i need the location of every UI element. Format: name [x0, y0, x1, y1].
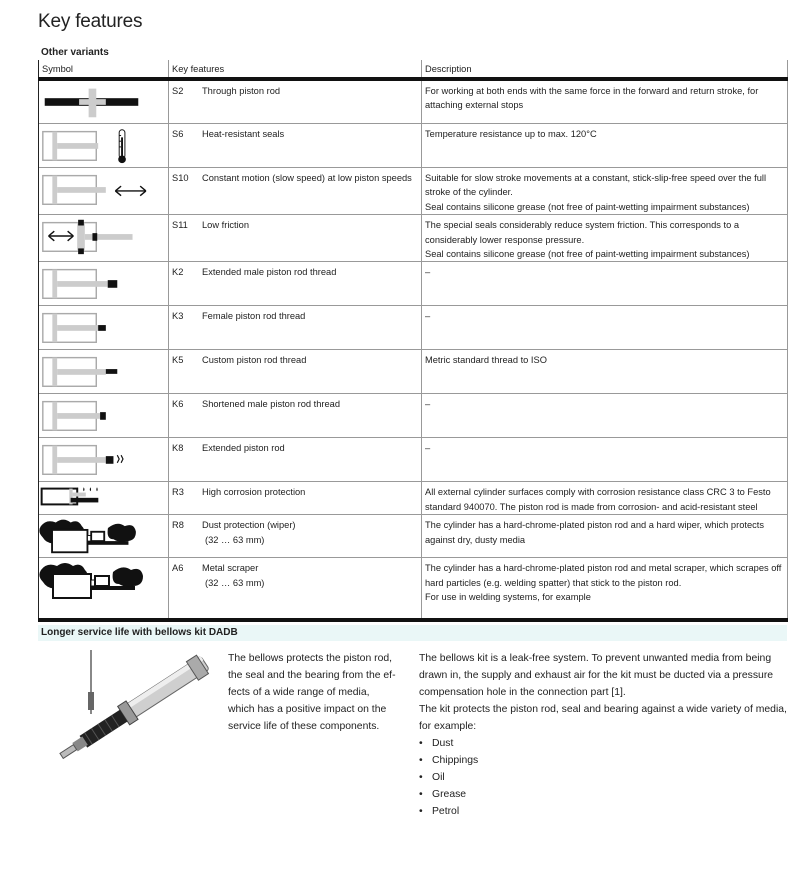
variant-code: R8	[172, 520, 184, 531]
symbol-cell	[39, 262, 169, 306]
description-cell	[422, 79, 788, 124]
table-row	[39, 394, 788, 438]
description-cell	[422, 215, 788, 262]
variant-code: S6	[172, 129, 184, 139]
media-list-item: • Oil	[419, 769, 787, 786]
table-header-row	[39, 60, 788, 79]
feature-cell	[169, 262, 422, 306]
description-cell	[422, 515, 788, 558]
feature-cell	[169, 168, 422, 215]
extended-rod-symbol	[39, 438, 167, 480]
table-row	[39, 262, 788, 306]
symbol-cell	[39, 124, 169, 168]
dust-wiper-symbol	[39, 515, 167, 556]
column-header-symbol: Symbol	[39, 60, 169, 79]
description-text: Seal contains silicone grease (not free of paint-wetting impairment substances)	[425, 249, 750, 260]
media-list-item: • Grease	[419, 786, 787, 803]
feature-name: Extended male piston rod thread	[202, 267, 337, 278]
feature-cell	[169, 350, 422, 394]
feature-name: Low friction	[202, 220, 250, 231]
description-cell	[422, 124, 788, 168]
variant-code: K3	[172, 311, 184, 322]
low-friction-symbol	[39, 215, 167, 257]
column-header-description: Description	[422, 60, 788, 79]
description-text: The cylinder has a hard-chrome-plated piston rod and metal scraper, which scrapes off hard particles (e.g. welding spatter) that stick to the piston rod.	[425, 563, 782, 588]
symbol-cell	[39, 350, 169, 394]
symbol-cell	[39, 515, 169, 558]
feature-name: Metal scraper	[202, 563, 259, 574]
feature-cell	[169, 215, 422, 262]
symbol-cell	[39, 394, 169, 438]
media-list	[419, 735, 787, 820]
table-row	[39, 124, 788, 168]
through-rod-symbol	[39, 81, 167, 123]
feature-name: Custom piston rod thread	[202, 355, 307, 366]
table-row	[39, 438, 788, 482]
media-list-item: • Petrol	[419, 803, 787, 820]
description-cell	[422, 558, 788, 620]
media-list-item: • Chippings	[419, 752, 787, 769]
page-title: Key features	[38, 11, 143, 32]
description-text: Seal contains silicone grease (not free of paint-wetting impairment substances)	[425, 201, 750, 212]
variant-code: K5	[172, 355, 184, 366]
symbol-cell	[39, 306, 169, 350]
variant-code: K6	[172, 399, 184, 410]
feature-name: Extended piston rod	[202, 443, 285, 454]
feature-cell	[169, 394, 422, 438]
symbol-cell	[39, 215, 169, 262]
symbol-cell	[39, 482, 169, 515]
table-row	[39, 558, 788, 620]
metal-scraper-symbol	[39, 558, 167, 602]
variants-table-section	[38, 44, 787, 622]
section-title-other-variants: Other variants	[41, 47, 109, 58]
description-text: –	[425, 311, 431, 322]
table-row	[39, 515, 788, 558]
feature-cell	[169, 438, 422, 482]
feature-cell	[169, 79, 422, 124]
description-cell	[422, 306, 788, 350]
table-row	[39, 168, 788, 215]
symbol-cell	[39, 558, 169, 620]
table-row	[39, 79, 788, 124]
column-header-features: Key features	[169, 60, 422, 79]
media-list-item: • Dust	[419, 735, 787, 752]
description-cell	[422, 394, 788, 438]
variant-code: R3	[172, 487, 184, 498]
description-text: The cylinder has a hard-chrome-plated piston rod and a hard wiper, which protects against dry, dusty media	[425, 520, 765, 545]
symbol-cell	[39, 168, 169, 215]
description-cell	[422, 168, 788, 215]
custom-thread-symbol	[39, 350, 167, 392]
description-text: –	[425, 267, 431, 278]
description-text: –	[425, 399, 431, 410]
description-text: Metric standard thread to ISO	[425, 355, 547, 366]
bellows-details	[419, 650, 787, 820]
bellows-paragraph-1: The bellows kit is a leak-free system. To prevent unwanted media from being drawn in, the supply and exhaust air for the kit must be ducted via a pressure compensation hole in the connection part [1].	[419, 653, 774, 698]
symbol-cell	[39, 438, 169, 482]
description-text: For working at both ends with the same force in the forward and return stroke, for attaching external stops	[425, 86, 759, 111]
feature-size-range: (32 … 63 mm)	[205, 534, 265, 545]
variant-code: K2	[172, 267, 184, 278]
slow-speed-symbol	[39, 168, 167, 210]
feature-name: Female piston rod thread	[202, 311, 306, 322]
feature-cell	[169, 124, 422, 168]
feature-name: Dust protection (wiper)	[202, 520, 296, 531]
table-row	[39, 306, 788, 350]
table-row	[39, 215, 788, 262]
description-cell	[422, 438, 788, 482]
bellows-paragraph-2: The kit protects the piston rod, seal and bearing against a wide variety of media, for example:	[419, 704, 787, 732]
description-text: Suitable for slow stroke movements at a constant, stick-slip-free speed over the full stroke of the cylinder.	[425, 173, 767, 198]
table-row	[39, 482, 788, 515]
table-row	[39, 350, 788, 394]
feature-cell	[169, 482, 422, 515]
feature-cell	[169, 306, 422, 350]
bellows-intro-text: The bellows protects the piston rod, the seal and the bearing from the effects of a wide range of media, which has a positive impact on the service life of these components.	[228, 653, 396, 732]
bellows-cylinder-image	[34, 648, 224, 765]
feature-name: Shortened male piston rod thread	[202, 399, 340, 410]
description-cell	[422, 350, 788, 394]
symbol-cell	[39, 79, 169, 124]
variant-code: S10	[172, 173, 189, 183]
feature-cell	[169, 558, 422, 620]
description-text: All external cylinder surfaces comply with corrosion resistance class CRC 3 to Festo standard 940070. The piston rod is made from corrosion- and acid-resistant steel	[425, 487, 771, 512]
variant-code: K8	[172, 443, 184, 454]
feature-size-range: (32 … 63 mm)	[205, 577, 265, 588]
variants-table	[38, 60, 788, 622]
feature-name: High corrosion protection	[202, 487, 306, 498]
feature-name: Heat-resistant seals	[202, 129, 285, 139]
thermometer-symbol	[39, 124, 167, 166]
shortened-thread-symbol	[39, 394, 167, 436]
feature-name: Constant motion (slow speed) at low piston speeds	[202, 173, 412, 183]
variant-code: A6	[172, 563, 184, 574]
description-cell	[422, 482, 788, 515]
variant-code: S2	[172, 86, 184, 96]
bellows-section-title: Longer service life with bellows kit DADB	[41, 627, 238, 638]
feature-cell	[169, 515, 422, 558]
feature-name: Through piston rod	[202, 86, 281, 96]
description-text: For use in welding systems, for example	[425, 592, 591, 603]
female-thread-symbol	[39, 306, 167, 348]
corrosion-symbol	[39, 482, 167, 511]
bellows-section-header	[38, 625, 787, 641]
description-text: –	[425, 443, 431, 454]
extended-male-thread-symbol	[39, 262, 167, 304]
variant-code: S11	[172, 220, 188, 231]
description-text: The special seals considerably reduce system friction. This corresponds to a considerably lower response pressure.	[425, 220, 740, 245]
description-cell	[422, 262, 788, 306]
description-text: Temperature resistance up to max. 120°C	[425, 129, 597, 139]
